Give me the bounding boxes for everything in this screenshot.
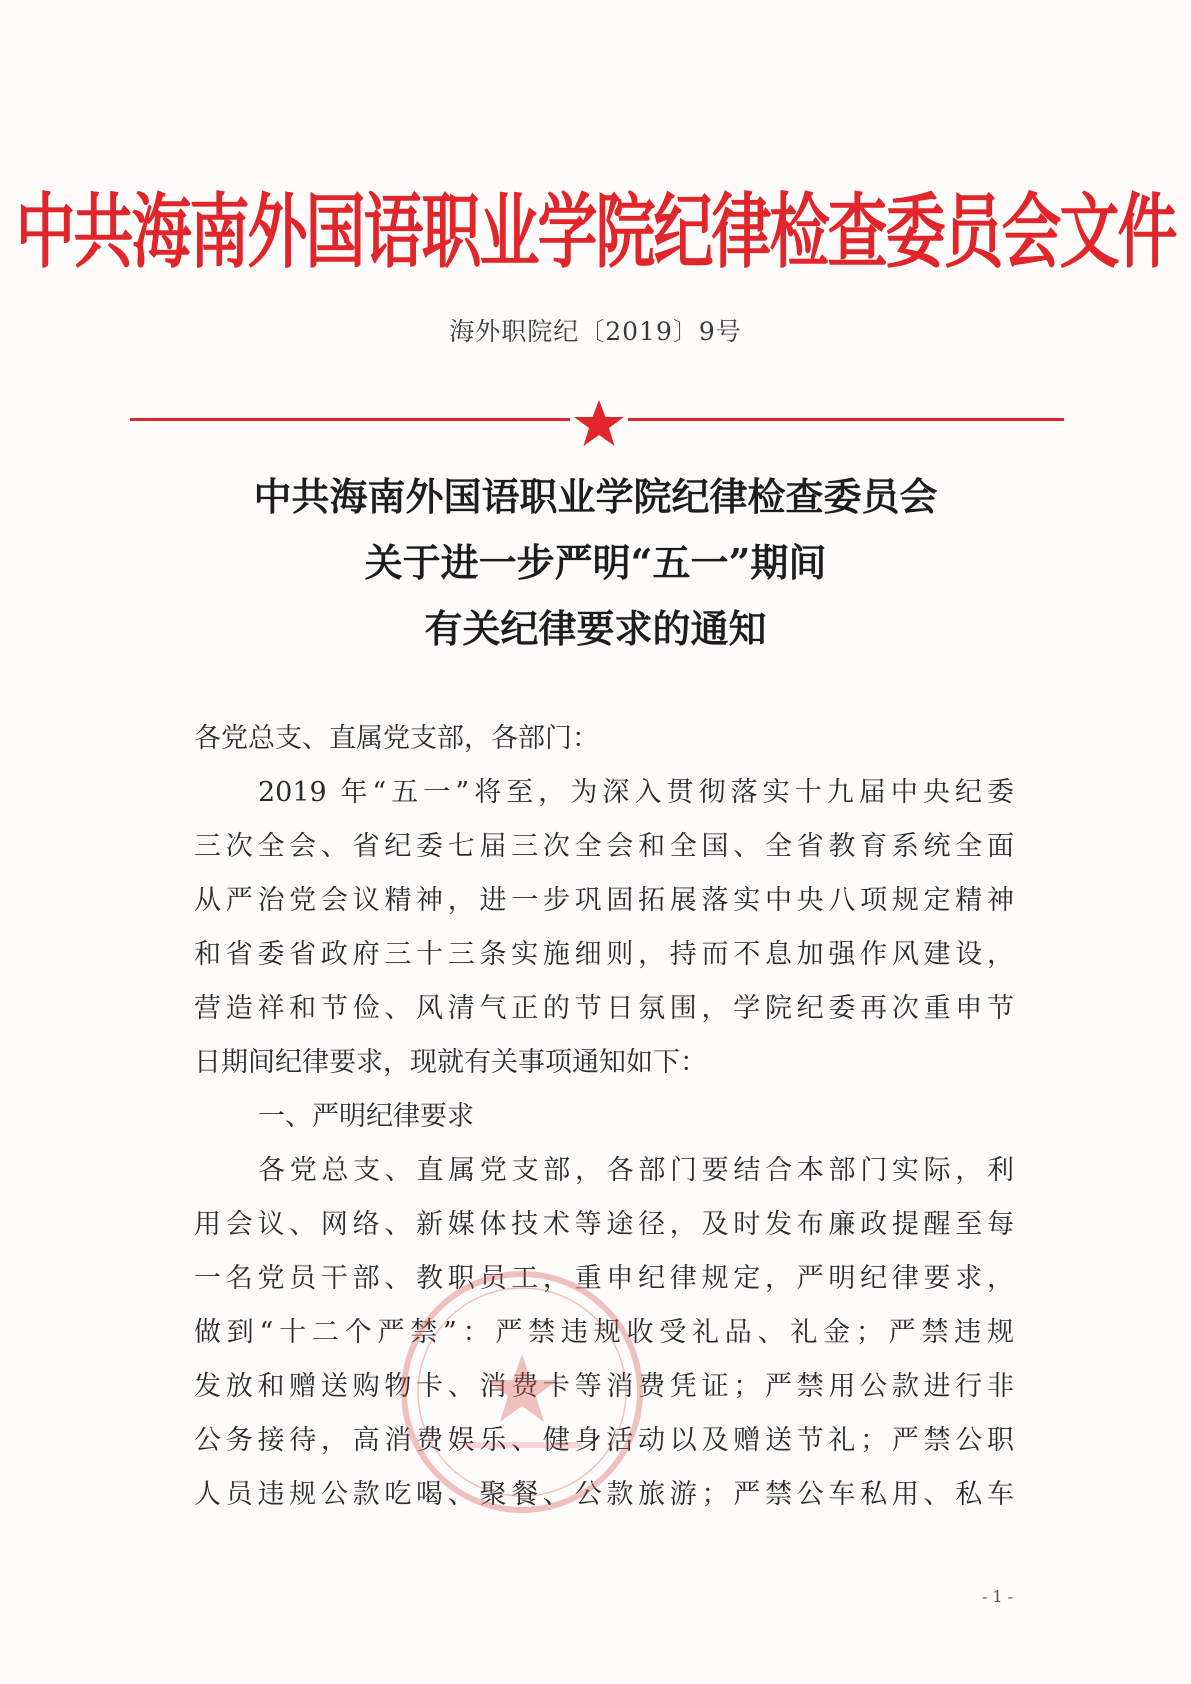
notice-title-line-3: 有关纪律要求的通知	[424, 606, 767, 651]
intro-line-3: 从严治党会议精神，进一步巩固拓展落实中央八项规定精神	[194, 885, 1014, 916]
red-divider-right	[628, 418, 1064, 421]
section-1-line-2: 用会议、网络、新媒体技术等途径，及时发布廉政提醒至每	[194, 1209, 1014, 1240]
notice-title-line-1: 中共海南外国语职业学院纪律检查委员会	[253, 474, 938, 519]
intro-line-2: 三次全会、省纪委七届三次全会和全国、全省教育系统全面	[194, 831, 1014, 862]
section-1-line-4: 做到“十二个严禁”：严禁违规收受礼品、礼金；严禁违规	[194, 1317, 1014, 1348]
salutation: 各党总支、直属党支部，各部门：	[194, 723, 599, 754]
red-divider-left	[130, 418, 570, 421]
intro-line-4: 和省委省政府三十三条实施细则，持而不息加强作风建设，	[194, 939, 1014, 970]
document-number: 海外职院纪〔2019〕9号	[449, 317, 742, 346]
notice-title-line-2: 关于进一步严明“五一”期间	[364, 540, 827, 585]
page-number: - 1 -	[981, 1587, 1013, 1606]
section-1-heading: 一、严明纪律要求	[258, 1101, 474, 1132]
intro-line-5: 营造祥和节俭、风清气正的节日氛围，学院纪委再次重申节	[194, 993, 1014, 1024]
intro-line-1: 2019 年“五一”将至，为深入贯彻落实十九届中央纪委	[258, 777, 1014, 808]
section-1-line-7: 人员违规公款吃喝、聚餐、公款旅游；严禁公车私用、私车	[194, 1479, 1014, 1510]
intro-line-6: 日期间纪律要求，现就有关事项通知如下：	[194, 1047, 707, 1078]
section-1-line-3: 一名党员干部、教职员工，重申纪律规定，严明纪律要求，	[194, 1263, 1014, 1294]
org-header-title: 中共海南外国语职业学院纪律检查委员会文件	[15, 185, 1176, 281]
section-1-line-1: 各党总支、直属党支部，各部门要结合本部门实际，利	[258, 1155, 1014, 1186]
red-star-icon	[572, 398, 626, 448]
section-1-line-6: 公务接待，高消费娱乐、健身活动以及赠送节礼；严禁公职	[194, 1425, 1014, 1456]
section-1-line-5: 发放和赠送购物卡、消费卡等消费凭证；严禁用公款进行非	[194, 1371, 1014, 1402]
official-seal-stamp	[392, 1262, 652, 1522]
